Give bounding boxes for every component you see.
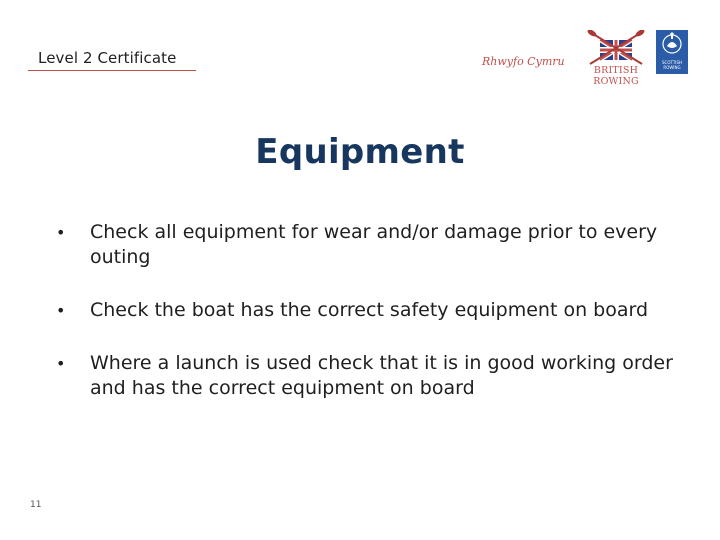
bullet-dot-icon: •	[56, 354, 66, 373]
thistle-crest-icon	[656, 30, 688, 60]
bullet-text: Check all equipment for wear and/or damage prior to every outing	[90, 221, 658, 268]
bullet-item	[56, 351, 696, 401]
scottish-rowing-logo	[656, 30, 688, 74]
bullet-dot-icon: •	[56, 223, 66, 242]
header-divider	[28, 70, 196, 71]
bullet-item	[56, 298, 696, 323]
bullet-dot-icon: •	[56, 301, 66, 320]
bullet-item	[56, 220, 696, 270]
slide-title: Equipment	[255, 132, 465, 172]
welsh-rowing-logo-text: Rhwyfo Cymru	[482, 55, 565, 68]
british-rowing-wordmark: BRITISH ROWING	[593, 65, 639, 87]
crossed-oars-union-flag-icon	[584, 30, 648, 66]
page-number: 11	[30, 500, 42, 510]
scottish-rowing-wordmark: SCOTTISH ROWING	[661, 60, 683, 70]
course-label: Level 2 Certificate	[38, 49, 177, 67]
bullet-text: Where a launch is used check that it is in good working order and has the correct equipment on board	[90, 352, 673, 399]
british-rowing-logo	[584, 30, 648, 87]
bullet-list	[56, 220, 696, 401]
bullet-text: Check the boat has the correct safety equipment on board	[90, 299, 649, 321]
welsh-rowing-logo	[482, 55, 565, 68]
